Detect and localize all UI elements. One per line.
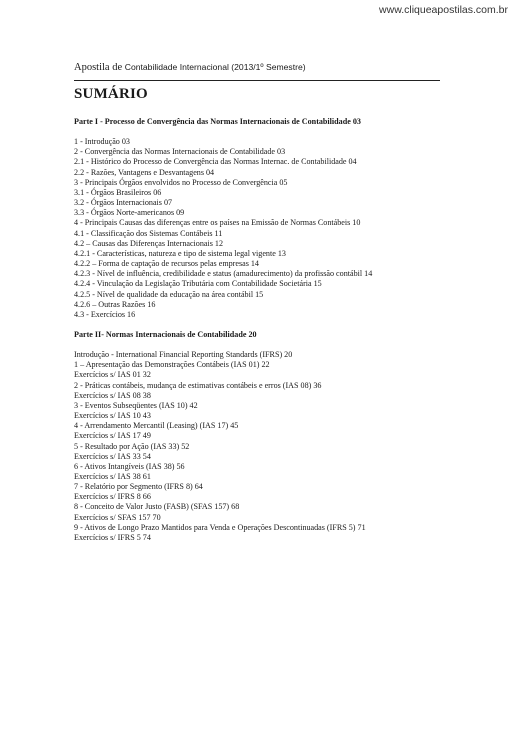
toc-entry: 3 - Principais Órgãos envolvidos no Processo de Convergência 05 [74, 177, 288, 187]
header-divider [74, 80, 440, 81]
table-of-contents [74, 117, 494, 543]
toc-entry: 4 - Arrendamento Mercantil (Leasing) (IAS 17) 45 [74, 421, 239, 431]
toc-entry: 6 - Ativos Intangíveis (IAS 38) 56 [74, 461, 185, 471]
toc-entry: Exercícios s/ IAS 38 61 [74, 472, 151, 481]
toc-entry: Exercícios s/ IAS 08 38 [74, 390, 151, 400]
toc-entry: Exercícios s/ IAS 01 32 [74, 370, 151, 380]
toc-entry: Exercícios s/ IAS 17 49 [74, 431, 151, 441]
toc-entry: 4 - Principais Causas das diferenças entre os países na Emissão de Normas Contábeis 10 [74, 218, 361, 228]
toc-entry: 4.2.4 - Vinculação da Legislação Tributária com Contabilidade Societária 15 [74, 279, 322, 289]
toc-entry: 1 – Apresentação das Demonstrações Contábeis (IAS 01) 22 [74, 360, 270, 370]
toc-entry: 2.2 - Razões, Vantagens e Desvantagens 04 [74, 167, 215, 177]
header-prefix: Apostila de [74, 62, 125, 73]
toc-entry: 2.1 - Histórico do Processo de Convergência das Normas Internac. de Contabilidade 04 [74, 157, 357, 167]
toc-entry: Exercícios s/ SFAS 157 70 [74, 512, 161, 522]
toc-entry: 3 - Eventos Subseqüentes (IAS 10) 42 [74, 400, 198, 410]
toc-entry: Exercícios s/ IAS 10 43 [74, 411, 151, 421]
document-header [74, 62, 440, 73]
part2-list [74, 350, 494, 543]
toc-entry: 4.3 - Exercícios 16 [74, 309, 136, 319]
toc-entry: 4.2.2 – Forma de captação de recursos pelas empresas 14 [74, 259, 259, 269]
toc-entry: 2 - Convergência das Normas Internacionais de Contabilidade 03 [74, 147, 286, 157]
spacer [74, 340, 494, 350]
toc-entry: 3.1 - Órgãos Brasileiros 06 [74, 187, 162, 197]
toc-entry: 4.2 – Causas das Diferenças Internacionais 12 [74, 238, 224, 248]
spacer [74, 320, 494, 330]
toc-entry: 4.2.1 - Características, natureza e tipo de sistema legal vigente 13 [74, 248, 286, 258]
toc-entry: 1 - Introdução 03 [74, 137, 130, 147]
toc-entry: 4.2.3 - Nível de influência, credibilidade e status (amadurecimento) da profissão contábil 14 [74, 269, 373, 279]
toc-entry: 2 - Práticas contábeis, mudança de estimativas contábeis e erros (IAS 08) 36 [74, 380, 322, 390]
part1-list [74, 137, 494, 320]
toc-entry: 4.2.6 – Outras Razões 16 [74, 299, 156, 309]
toc-entry: Exercícios s/ IFRS 5 74 [74, 532, 151, 542]
toc-entry: 4.1 - Classificação dos Sistemas Contábeis 11 [74, 228, 223, 238]
toc-entry: 9 - Ativos de Longo Prazo Mantidos para Venda e Operações Descontinuadas (IFRS 5) 71 [74, 522, 366, 532]
toc-entry: 7 - Relatório por Segmento (IFRS 8) 64 [74, 482, 203, 492]
page-title: SUMÁRIO [74, 86, 148, 102]
part1-heading: Parte I - Processo de Convergência das Normas Internacionais de Contabilidade 03 [74, 117, 361, 126]
toc-entry: Exercícios s/ IAS 33 54 [74, 451, 151, 461]
header-course: Contabilidade Internacional (2013/1º Semestre) [124, 62, 306, 72]
spacer [74, 127, 494, 137]
toc-entry: 5 - Resultado por Ação (IAS 33) 52 [74, 441, 190, 451]
toc-entry: Introdução - International Financial Reporting Standards (IFRS) 20 [74, 350, 293, 360]
toc-entry: 3.2 - Órgãos Internacionais 07 [74, 198, 173, 208]
toc-entry: 8 - Conceito de Valor Justo (FASB) (SFAS 157) 68 [74, 502, 240, 512]
site-url: www.cliqueapostilas.com.br [379, 4, 508, 16]
toc-entry: Exercícios s/ IFRS 8 66 [74, 492, 151, 502]
part2-heading: Parte II- Normas Internacionais de Contabilidade 20 [74, 329, 257, 339]
toc-entry: 4.2.5 - Nível de qualidade da educação na área contábil 15 [74, 289, 264, 299]
toc-entry: 3.3 - Órgãos Norte-americanos 09 [74, 208, 185, 218]
